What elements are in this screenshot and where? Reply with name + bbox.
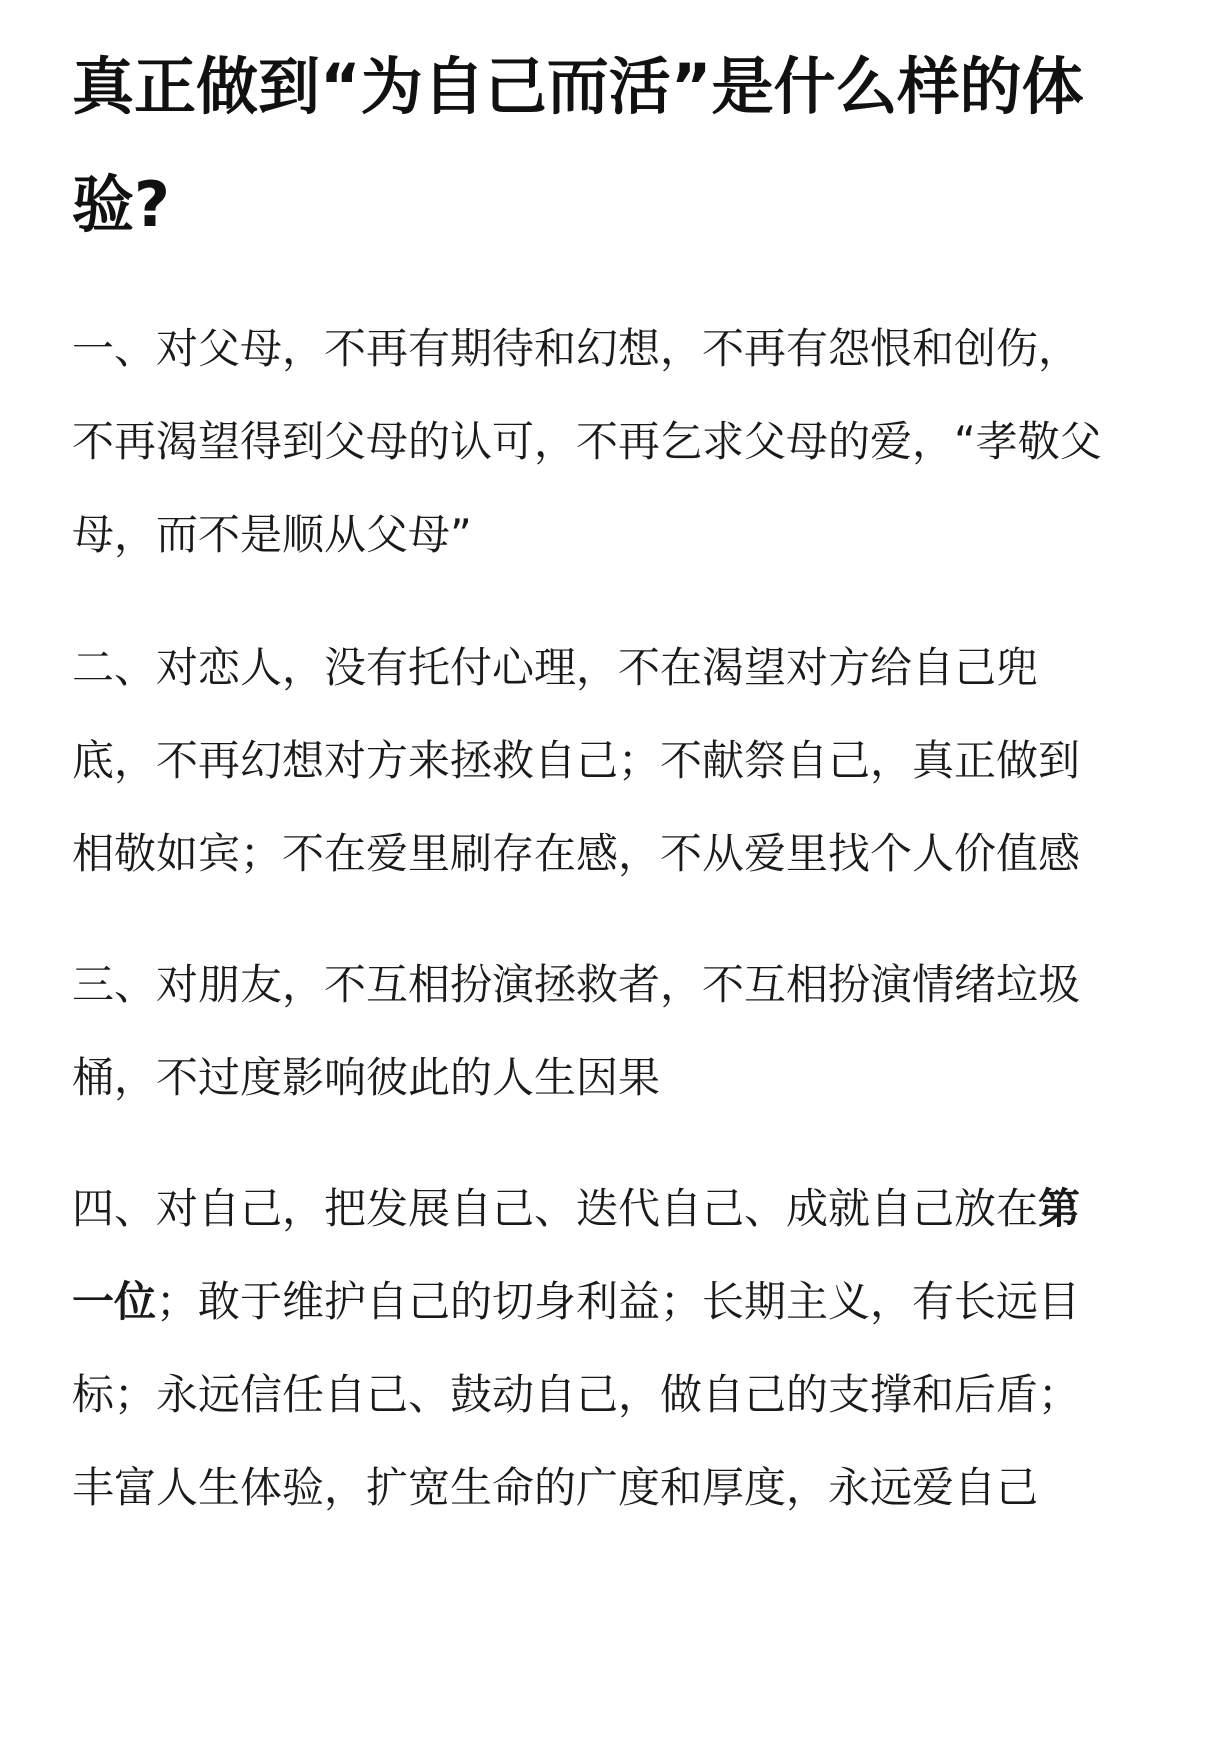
section-parents: 一、对父母，不再有期待和幻想，不再有怨恨和创伤，不再渴望得到父母的认可，不再乞求父母的爱，“孝敬父母，而不是顺从父母”: [72, 324, 1102, 559]
section-self-emphasis: 第一位: [72, 1184, 1081, 1326]
article-title: 真正做到“为自己而活”是什么样的体验?: [72, 50, 1084, 241]
section-self: [72, 1162, 1105, 1534]
section-self-text-before: 四、对自己，把发展自己、迭代自己、成就自己放在: [72, 1184, 1039, 1233]
section-friends: 三、对朋友，不互相扮演拯救者，不互相扮演情绪垃圾桶，不过度影响彼此的人生因果: [72, 960, 1081, 1102]
section-self-text-after: ；敢于维护自己的切身利益；长期主义，有长远目标；永远信任自己、鼓动自己，做自己的支撑和后盾；丰富人生体验，扩宽生命的广度和厚度，永远爱自己: [72, 1277, 1081, 1512]
section-partner: 二、对恋人，没有托付心理，不在渴望对方给自己兜底，不再幻想对方来拯救自己；不献祭自己，真正做到相敬如宾；不在爱里刷存在感，不从爱里找个人价值感: [72, 643, 1081, 878]
